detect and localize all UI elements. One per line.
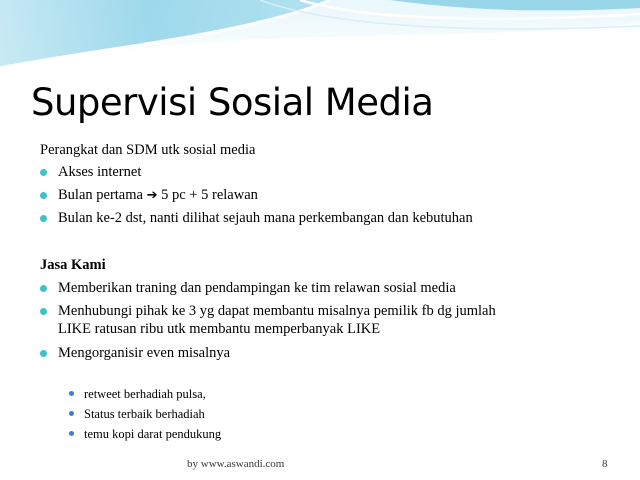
list-item-text: Menhubungi pihak ke 3 yg dapat membantu misalnya pemilik fb dg jumlah xyxy=(58,303,496,319)
sub-list-item-text: Status terbaik berhadiah xyxy=(84,407,205,421)
slide-title: Supervisi Sosial Media xyxy=(31,81,434,124)
header-wave-decoration xyxy=(0,0,640,80)
list-item-text: Memberikan traning dan pendampingan ke tim relawan sosial media xyxy=(58,280,456,296)
sub-list-item xyxy=(84,386,206,402)
sub-list-item-text: temu kopi darat pendukung xyxy=(84,427,222,441)
sub-bullet-dot-icon xyxy=(69,391,74,396)
list-item-continuation: LIKE ratusan ribu utk membantu memperbanyak LIKE xyxy=(58,321,381,337)
page-number: 8 xyxy=(602,458,608,470)
list-item xyxy=(58,186,258,205)
sub-bullet-dot-icon xyxy=(69,411,74,416)
sub-list-item xyxy=(84,406,205,422)
list-item xyxy=(58,344,230,362)
bullet-dot-icon xyxy=(40,192,47,199)
list-item-text: Bulan pertama xyxy=(58,187,143,203)
bullet-dot-icon xyxy=(40,215,47,222)
intro-text: Perangkat dan SDM utk sosial media xyxy=(40,142,256,158)
list-item xyxy=(58,209,473,227)
section-heading: Jasa Kami xyxy=(40,257,106,273)
list-item xyxy=(58,302,496,320)
list-item-text: Bulan ke-2 dst, nanti dilihat sejauh mana perkembangan dan kebutuhan xyxy=(58,210,473,226)
list-item xyxy=(58,279,456,297)
bullet-dot-icon xyxy=(40,350,47,357)
arrow-right-icon: ➔ xyxy=(146,188,158,203)
list-item-text: 5 pc + 5 relawan xyxy=(161,187,258,203)
footer-credit: by www.aswandi.com xyxy=(187,458,285,470)
bullet-dot-icon xyxy=(40,169,47,176)
list-item-text: Akses internet xyxy=(58,164,142,180)
list-item xyxy=(58,163,141,181)
sub-list-item xyxy=(84,426,221,442)
sub-list-item-text: retweet berhadiah pulsa, xyxy=(84,387,206,401)
bullet-dot-icon xyxy=(40,308,47,315)
bullet-dot-icon xyxy=(40,285,47,292)
list-item-text: Mengorganisir even misalnya xyxy=(58,345,231,361)
sub-bullet-dot-icon xyxy=(69,431,74,436)
